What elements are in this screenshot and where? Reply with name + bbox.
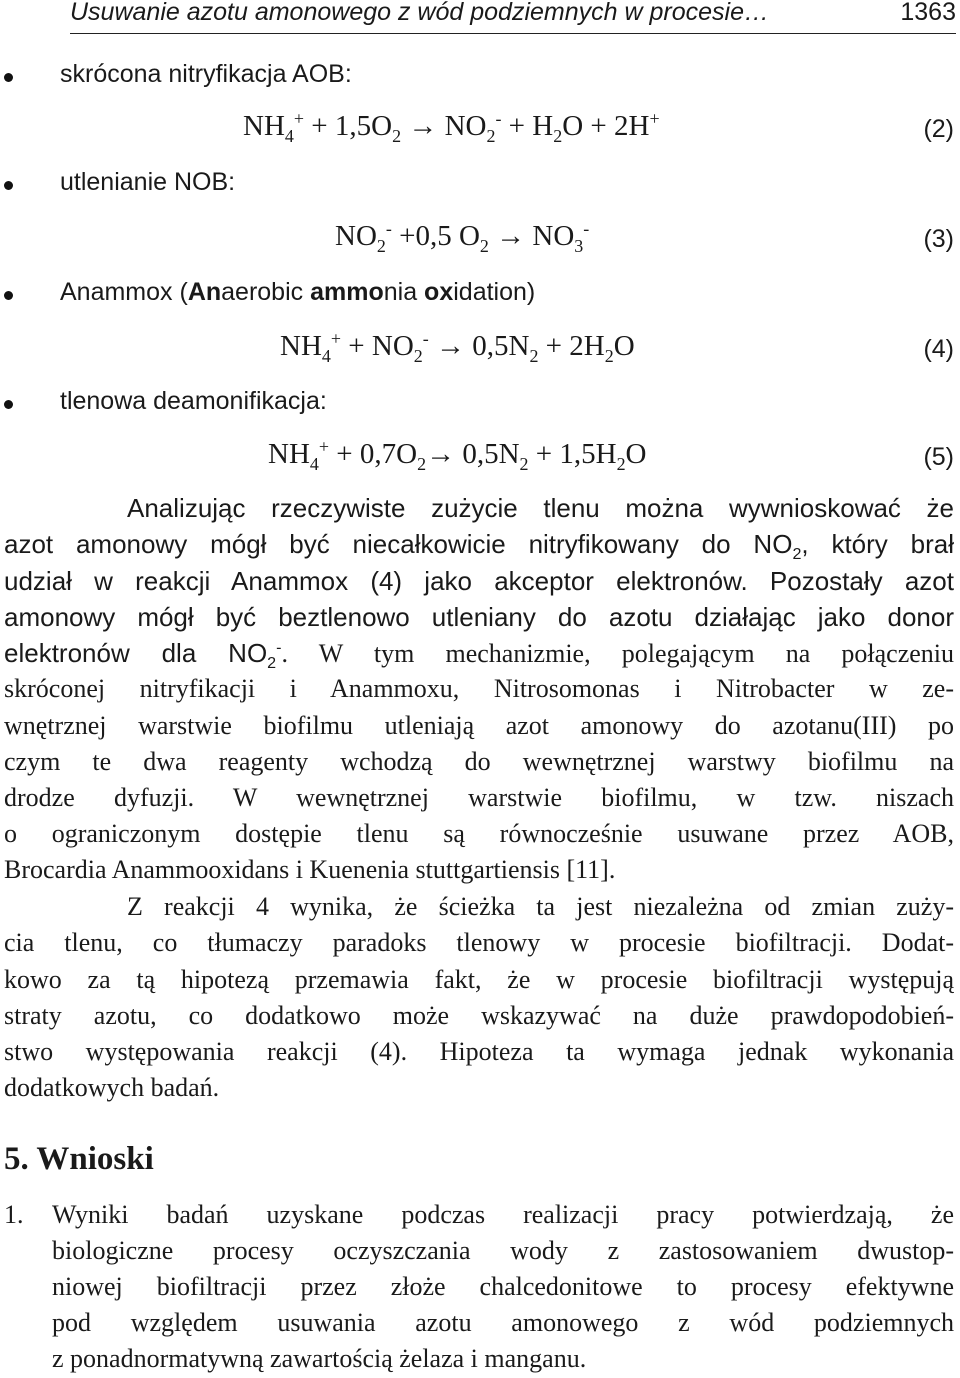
line-superscript: -: [276, 638, 282, 657]
eq-subscript: 2: [413, 345, 423, 366]
reaction-arrow-icon: →: [426, 438, 463, 470]
eq-term: O: [613, 330, 635, 362]
reaction-arrow-icon: →: [488, 220, 533, 252]
eq-subscript: 4: [321, 345, 331, 366]
eq-term: + 0,7O: [329, 438, 418, 470]
label-bold-part: An: [187, 278, 222, 306]
bullet-label: skrócona nitryfikacja AOB:: [60, 60, 352, 88]
eq-term: O: [625, 438, 647, 470]
section-heading: 5. Wnioski: [4, 1141, 154, 1177]
line-part: azot amonowy mógł być niecałkowicie nitryfikowany do NO: [4, 529, 793, 559]
eq-term: NO: [444, 110, 487, 142]
paragraph-line: Analizując rzeczywiste zużycie tlenu można wywnioskować że: [127, 493, 954, 523]
eq-superscript: +: [649, 108, 660, 129]
label-part: idation): [453, 278, 536, 306]
equation-number-5: (5): [923, 443, 954, 471]
eq-subscript: 2: [417, 453, 427, 474]
paragraph-line: czym te dwa reagenty wchodzą do wewnętrznej warstwy biofilmu na: [4, 747, 954, 776]
eq-term: NO: [335, 220, 377, 252]
paragraph-line: kowo za tą hipotezą przemawia fakt, że w procesie biofiltracji występują: [4, 965, 954, 994]
eq-subscript: 2: [529, 345, 539, 366]
label-bold-part: ammo: [310, 278, 384, 306]
eq-subscript: 2: [392, 125, 402, 146]
equation-number-2: (2): [923, 115, 954, 143]
paragraph-line: cia tlenu, co tłumaczy paradoks tlenowy w procesie biofiltracji. Dodat-: [4, 928, 954, 957]
eq-subscript: 2: [376, 235, 386, 256]
eq-subscript: 2: [479, 235, 489, 256]
eq-subscript: 2: [616, 453, 626, 474]
eq-term: + 1,5O: [304, 110, 393, 142]
reaction-arrow-icon: →: [401, 110, 445, 142]
reaction-arrow-icon: →: [428, 330, 473, 362]
paragraph-line: wnętrznej warstwie biofilmu utleniają azot amonowy do azotanu(III) po: [4, 711, 954, 740]
paragraph-line: pod względem usuwania azotu amonowego z wód podziemnych: [52, 1308, 954, 1337]
eq-term: + 2H: [538, 330, 605, 362]
label-part: nia: [383, 278, 425, 306]
label-bold-part: ox: [424, 278, 454, 306]
paragraph-line: [4, 638, 954, 672]
eq-subscript: 2: [519, 453, 529, 474]
paragraph-line: udział w reakcji Anammox (4) jako akceptor elektronów. Pozostały azot: [4, 566, 954, 596]
eq-superscript: -: [495, 108, 502, 129]
eq-term: NO: [532, 220, 575, 252]
paragraph-line: z ponadnormatywną zawartością żelaza i manganu.: [52, 1344, 587, 1373]
bullet-label: utlenianie NOB:: [60, 168, 236, 196]
eq-subscript: 3: [574, 235, 584, 256]
bullet-label: tlenowa deamonifikacja:: [60, 387, 327, 415]
page-number: 1363: [900, 0, 956, 26]
paragraph-line: stwo występowania reakcji (4). Hipoteza ta wymaga jednak wykonania: [4, 1037, 954, 1066]
eq-term: NH: [268, 438, 310, 470]
paragraph-line: Z reakcji 4 wynika, że ścieżka ta jest niezależna od zmian zuży-: [127, 892, 954, 921]
paragraph-line: dodatkowych badań.: [4, 1073, 220, 1102]
eq-superscript: -: [385, 218, 392, 239]
eq-subscript: 4: [309, 453, 319, 474]
equation-4: [280, 328, 635, 366]
eq-superscript: -: [583, 218, 590, 239]
line-subscript: 2: [267, 654, 277, 672]
bullet-dot-icon: [4, 291, 13, 300]
bullet-dot-icon: [4, 73, 13, 82]
paragraph-line: skróconej nitryfikacji i Anammoxu, Nitrosomonas i Nitrobacter w ze-: [4, 674, 954, 703]
line-subscript: 2: [792, 545, 802, 563]
eq-term: NH: [243, 110, 285, 142]
paragraph-line: Wyniki badań uzyskane podczas realizacji pracy potwierdzają, że: [52, 1200, 954, 1229]
eq-term: 0,5N: [472, 330, 530, 362]
equation-5: [268, 436, 647, 474]
line-part: . W tym mechanizmie, polegającym na połączeniu: [281, 639, 954, 668]
eq-superscript: +: [330, 328, 342, 349]
eq-subscript: 4: [284, 125, 294, 146]
eq-term: 0,5N: [462, 438, 520, 470]
header-title: Usuwanie azotu amonowego z wód podziemnych w procesie…: [70, 0, 769, 26]
paragraph-line: biologiczne procesy oczyszczania wody z zastosowaniem dwustop-: [52, 1236, 954, 1265]
eq-superscript: -: [422, 328, 429, 349]
paragraph-line: niowej biofiltracji przez złoże chalcedonitowe to procesy efektywne: [52, 1272, 954, 1301]
paragraph-line: [4, 529, 954, 563]
bullet-label-anammox: [60, 278, 535, 307]
label-part: Anammox (: [60, 278, 188, 306]
line-part: elektronów dla NO: [4, 638, 268, 668]
paragraph-line: amonowy mógł być beztlenowo utleniany do azotu działając jako donor: [4, 602, 954, 632]
paragraph-line: o ograniczonym dostępie tlenu są równocześnie usuwane przez AOB,: [4, 819, 954, 848]
equation-3: [335, 218, 590, 256]
eq-subscript: 2: [486, 125, 496, 146]
eq-term: + NO: [341, 330, 414, 362]
line-part: , który brał: [801, 529, 954, 559]
equation-number-4: (4): [923, 335, 954, 363]
bullet-dot-icon: [4, 181, 13, 190]
eq-term: + H: [501, 110, 554, 142]
eq-superscript: +: [318, 436, 330, 457]
bullet-dot-icon: [4, 400, 13, 409]
eq-term: O + 2H: [562, 110, 650, 142]
equation-number-3: (3): [923, 225, 954, 253]
list-number: 1.: [4, 1200, 24, 1229]
paragraph-line: straty azotu, co dodatkowo może wskazywać na duże prawdopodobień-: [4, 1001, 954, 1030]
eq-superscript: +: [293, 108, 305, 129]
paragraph-line: Brocardia Anammooxidans i Kuenenia stuttgartiensis [11].: [4, 855, 616, 884]
eq-term: + 1,5H: [528, 438, 617, 470]
paragraph-line: drodze dyfuzji. W wewnętrznej warstwie biofilmu, w tzw. niszach: [4, 783, 954, 812]
eq-term: +0,5 O: [391, 220, 480, 252]
eq-subscript: 2: [604, 345, 614, 366]
equation-2: [243, 108, 660, 146]
eq-term: NH: [280, 330, 322, 362]
label-part: aerobic: [221, 278, 311, 306]
eq-subscript: 2: [553, 125, 563, 146]
running-header: [70, 0, 956, 34]
